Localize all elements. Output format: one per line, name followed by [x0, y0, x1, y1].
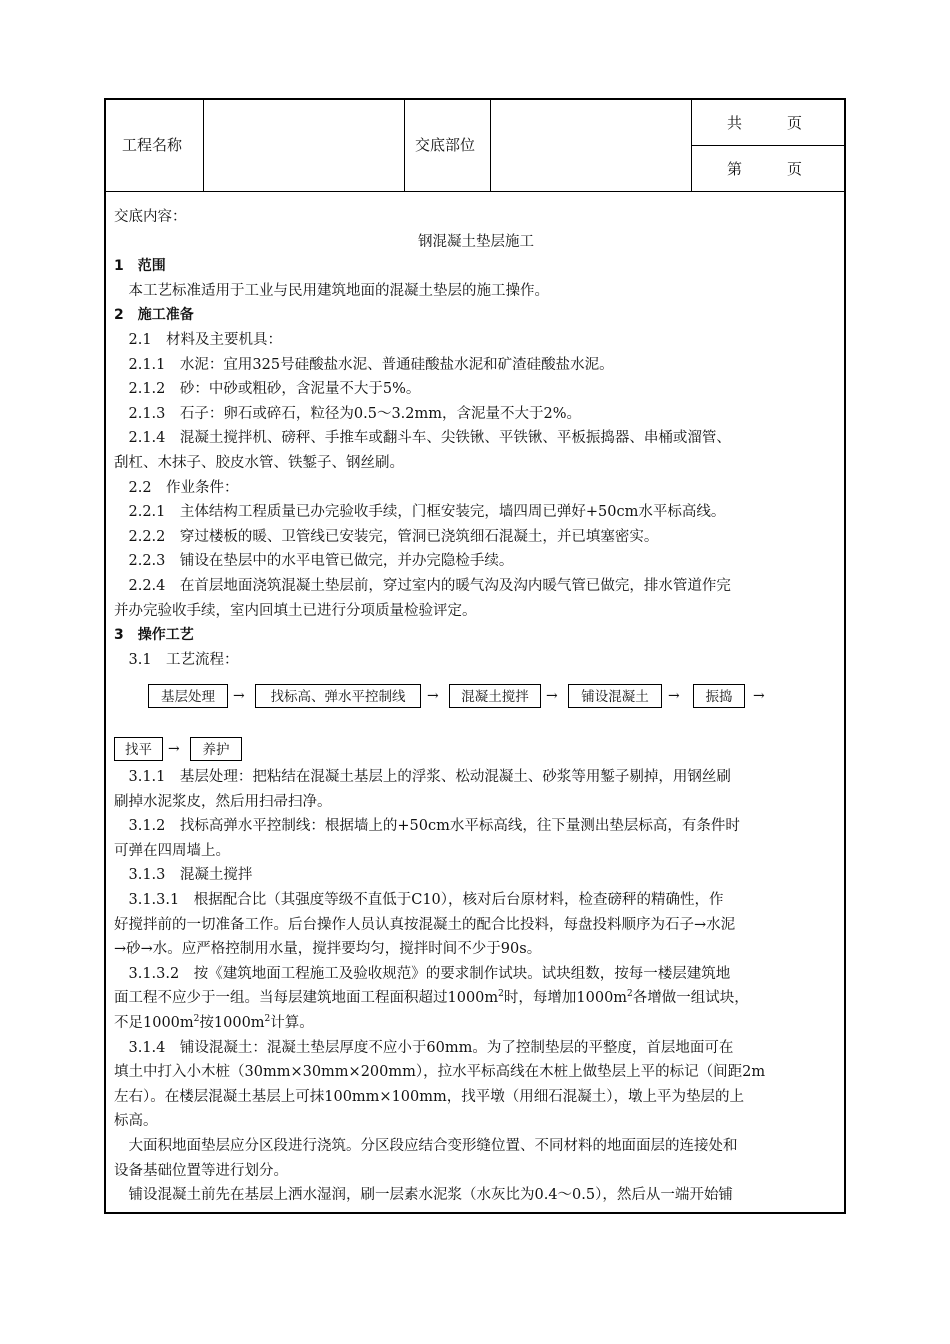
text-fragment: 计算。 [270, 1014, 314, 1031]
superscript: 2 [264, 1014, 271, 1025]
text-fragment: 面工程不应少于一组。当每层建筑地面工程面积超过1000m [114, 990, 499, 1007]
text-line: 3.1.3 混凝土搅拌 [114, 867, 253, 884]
text-line: 2.2.3 铺设在垫层中的水平电管已做完，并办完隐检手续。 [114, 553, 514, 570]
text-line: 3.1.3.1 根据配合比（其强度等级不直低于C10），核对后台原材料，检查磅秤的精确性，作 [114, 891, 724, 908]
text-fragment: 按1000m [199, 1014, 265, 1031]
flow-step-base-treatment: 基层处理 [148, 684, 228, 708]
text-line: 3.1.4 铺设混凝土：混凝土垫层厚度不应小于60mm。为了控制垫层的平整度，首层地面可在 [114, 1039, 734, 1056]
text-line: 2.2.2 穿过楼板的暖、卫管线已安装完，管洞已浇筑细石混凝土，并已填塞密实。 [114, 528, 659, 545]
flow-step-mixing: 混凝土搅拌 [449, 684, 541, 708]
flow-arrow-icon: → [168, 741, 180, 757]
text-line: 2.1 材料及主要机具： [114, 331, 283, 348]
content-upper [114, 205, 838, 672]
text-line: 并办完验收手续，室内回填土已进行分项质量检验评定。 [114, 602, 477, 619]
text-line [114, 1011, 838, 1036]
text-line: 可弹在四周墙上。 [114, 842, 230, 859]
header-col-line-2 [404, 99, 405, 191]
text-line: 2.2.1 主体结构工程质量已办完验收手续，门框安装完，墙四周已弹好+50cm水平标高线。 [114, 504, 726, 521]
text-line: 好搅拌前的一切准备工作。后台操作人员认真按混凝土的配合比投料，每盘投料顺序为石子→水泥 [114, 916, 736, 933]
text-fragment: 时，每增加1000m [503, 990, 628, 1007]
section-1-heading: 1 范围 [114, 258, 166, 275]
flow-step-curing: 养护 [190, 737, 242, 761]
superscript: 2 [498, 989, 504, 1000]
superscript: 2 [193, 1014, 200, 1025]
text-line [114, 986, 838, 1011]
text-line: 2.2 作业条件： [114, 479, 239, 496]
section-2-heading: 2 施工准备 [114, 307, 194, 324]
text-line: 铺设混凝土前先在基层上洒水湿润，刷一层素水泥浆（水灰比为0.4～0.5），然后从一端开始铺 [114, 1187, 733, 1204]
flow-arrow-icon: → [668, 688, 680, 704]
flow-arrow-icon: → [427, 688, 439, 704]
header-col-line-3 [490, 99, 491, 191]
page-number: 第 页 [727, 160, 803, 178]
flow-step-level-lines: 找标高、弹水平控制线 [255, 684, 421, 708]
flow-arrow-icon: → [546, 688, 558, 704]
text-fragment: 不足1000m [114, 1014, 194, 1031]
text-line: 2.1.3 石子：卵石或碎石，粒径为0.5～3.2mm，含泥量不大于2%。 [114, 405, 582, 422]
project-name-label: 工程名称 [122, 136, 183, 154]
text-line: 本工艺标准适用于工业与民用建筑地面的混凝土垫层的施工操作。 [114, 282, 549, 299]
intro-label: 交底内容： [114, 209, 187, 225]
text-line: 大面积地面垫层应分区段进行浇筑。分区段应结合变形缝位置、不同材料的地面面层的连接处和 [114, 1137, 738, 1154]
text-line: 3.1.2 找标高弹水平控制线：根据墙上的+50cm水平标高线，往下量测出垫层标高，有条件时 [114, 818, 740, 835]
header-col-line-1 [203, 99, 204, 191]
flow-step-placing: 铺设混凝土 [568, 684, 662, 708]
flow-step-vibrating: 振捣 [693, 684, 745, 708]
text-line: 设备基础位置等进行划分。 [114, 1162, 288, 1179]
text-line: 3.1 工艺流程： [114, 651, 239, 668]
flow-arrow-icon: → [233, 688, 245, 704]
text-line: 标高。 [114, 1113, 158, 1130]
content-lower [114, 765, 838, 1208]
section-3-heading: 3 操作工艺 [114, 627, 194, 644]
part-label: 交底部位 [415, 136, 476, 154]
header-bottom-line [105, 191, 845, 192]
flow-step-leveling: 找平 [114, 737, 163, 761]
text-fragment: 各增做一组试块， [632, 990, 749, 1007]
text-line: 刮杠、木抹子、胶皮水管、铁錾子、钢丝刷。 [114, 454, 404, 471]
text-line: 3.1.3.2 按《建筑地面工程施工及验收规范》的要求制作试块。试块组数，按每一楼层建筑地 [114, 965, 731, 982]
header-col-line-4 [691, 99, 692, 191]
text-line: 填土中打入小木桩（30mm×30mm×200mm），拉水平标高线在木桩上做垫层上平的标记（间距2m [114, 1064, 766, 1081]
text-line: 2.1.1 水泥：宜用325号硅酸盐水泥、普通硅酸盐水泥和矿渣硅酸盐水泥。 [114, 356, 614, 373]
text-line: 2.2.4 在首层地面浇筑混凝土垫层前，穿过室内的暖气沟及沟内暖气管已做完，排水管道作完 [114, 577, 731, 594]
text-line: 左右）。在楼层混凝土基层上可抹100mm×100mm，找平墩（用细石混凝土），墩上平为垫层的上 [114, 1088, 744, 1105]
total-pages: 共 页 [727, 114, 803, 132]
text-line: 3.1.1 基层处理：把粘结在混凝土基层上的浮浆、松动混凝土、砂浆等用錾子剔掉，用钢丝刷 [114, 769, 731, 785]
text-line: →砂→水。应严格控制用水量，搅拌要均匀，搅拌时间不少于90s。 [114, 941, 542, 958]
flow-arrow-icon: → [753, 688, 765, 704]
text-line: 刷掉水泥浆皮，然后用扫帚扫净。 [114, 793, 332, 810]
document-title: 钢混凝土垫层施工 [418, 233, 534, 250]
text-line: 2.1.2 砂：中砂或粗砂，含泥量不大于5%。 [114, 381, 421, 398]
page-count-divider [691, 145, 845, 146]
text-line: 2.1.4 混凝土搅拌机、磅秤、手推车或翻斗车、尖铁锹、平铁锹、平板振捣器、串桶或溜管、 [114, 430, 731, 447]
superscript: 2 [627, 989, 633, 1000]
